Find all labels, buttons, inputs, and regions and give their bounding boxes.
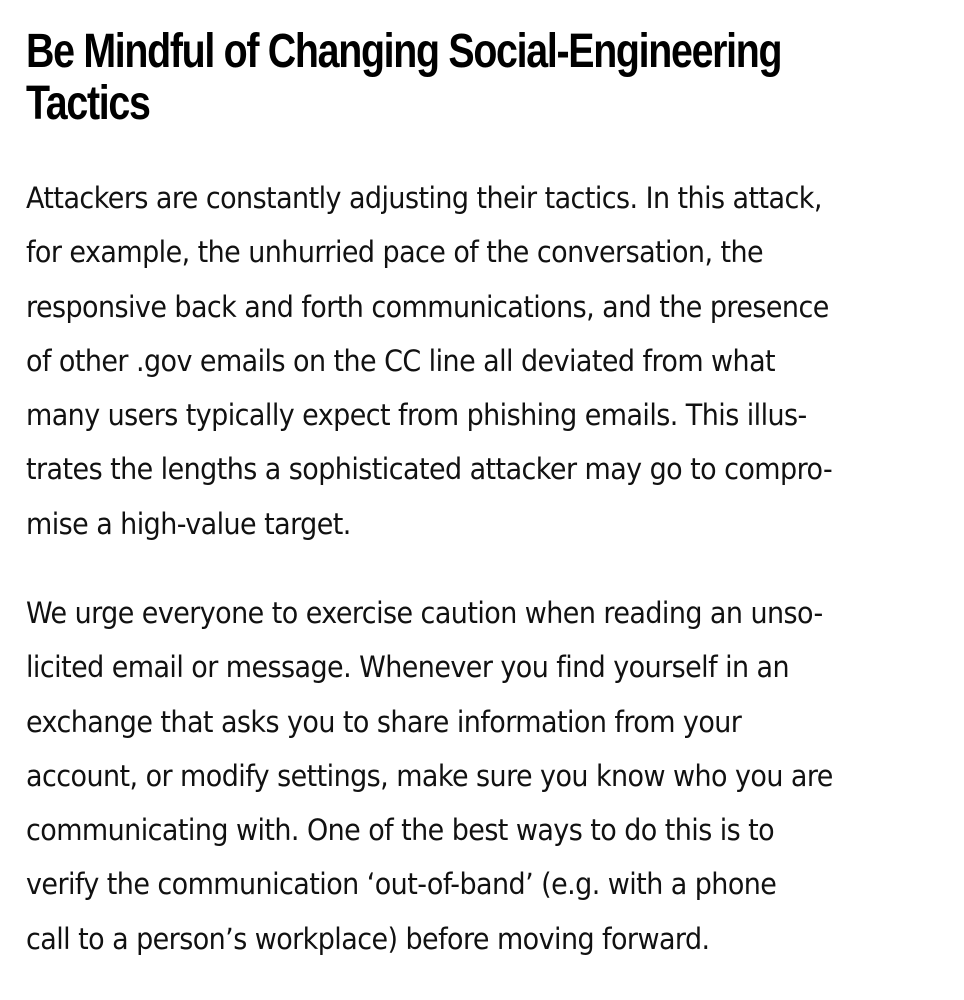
paragraph-line: verify the communication ‘out-of-band’ (e.g. with a phone bbox=[26, 867, 777, 902]
paragraph-line: trates the lengths a sophisticated attacker may go to compro- bbox=[26, 452, 833, 487]
paragraph-1 bbox=[26, 171, 893, 551]
paragraph-2 bbox=[26, 586, 894, 966]
paragraph-line: responsive back and forth communications, and the presence bbox=[26, 289, 829, 324]
paragraph-line: call to a person’s workplace) before moving forward. bbox=[26, 921, 710, 956]
section-heading-line-1: Be Mindful of Changing Social-Engineering bbox=[26, 25, 782, 78]
paragraph-line: We urge everyone to exercise caution when reading an unso- bbox=[26, 596, 823, 630]
paragraph-line: exchange that asks you to share information from your bbox=[26, 704, 742, 739]
paragraph-line: of other .gov emails on the CC line all deviated from what bbox=[26, 343, 776, 378]
paragraph-line: account, or modify settings, make sure you know who you are bbox=[26, 758, 833, 793]
paragraph-line: communicating with. One of the best ways to do this is to bbox=[26, 813, 775, 848]
section-heading-line-2: Tactics bbox=[26, 77, 150, 130]
article-section bbox=[26, 25, 961, 956]
section-heading bbox=[26, 26, 961, 130]
paragraph-line: Attackers are constantly adjusting their tactics. In this attack, bbox=[26, 181, 822, 215]
paragraph-line: mise a high-value target. bbox=[26, 506, 351, 541]
paragraph-line: for example, the unhurried pace of the conversation, the bbox=[26, 235, 764, 270]
paragraph-line: licited email or message. Whenever you find yourself in an bbox=[26, 650, 790, 685]
paragraph-line: many users typically expect from phishing emails. This illus- bbox=[26, 398, 807, 433]
